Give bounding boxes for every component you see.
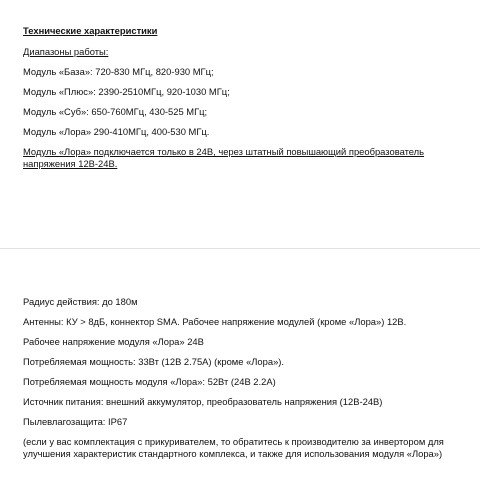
lora-power-consumption: Потребляемая мощность модуля «Лора»: 52Вт (24В 2.2А) bbox=[23, 376, 276, 387]
lora-voltage: Рабочее напряжение модуля «Лора» 24В bbox=[23, 336, 204, 347]
lora-note: Модуль «Лора» подключается только в 24В, через штатный повышающий преобразователь напряжения 12В-24В. bbox=[23, 146, 425, 169]
power-consumption: Потребляемая мощность: 33Вт (12В 2.75А) (кроме «Лора»). bbox=[23, 356, 285, 367]
module-plus: Модуль «Плюс»: 2390-2510МГц, 920-1030 МГц; bbox=[23, 86, 230, 97]
specs-title: Технические характеристики bbox=[23, 25, 158, 36]
module-lora: Модуль «Лора» 290-410МГц, 400-530 МГц. bbox=[23, 126, 210, 137]
power-source: Источник питания: внешний аккумулятор, преобразователь напряжения (12В-24В) bbox=[23, 396, 383, 407]
ranges-heading: Диапазоны работы: bbox=[23, 46, 109, 57]
dust-water-protection: Пылевлагозащита: IP67 bbox=[23, 416, 128, 427]
footnote: (если у вас комплектация с прикуривателем, то обратитесь к производителю за инвертором для улучшения характеристик стандартного комплекса, и также для использования модуля «Лора») bbox=[23, 436, 444, 459]
module-baza: Модуль «База»: 720-830 МГц, 820-930 МГц; bbox=[23, 66, 214, 77]
range-radius: Радиус действия: до 180м bbox=[23, 296, 138, 307]
details-section bbox=[23, 296, 460, 468]
specs-section bbox=[23, 25, 460, 170]
antennas-spec: Антенны: КУ > 8дБ, коннектор SMA. Рабочее напряжение модулей (кроме «Лора») 12В. bbox=[23, 316, 407, 327]
module-sub: Модуль «Суб»: 650-760МГц, 430-525 МГц; bbox=[23, 106, 208, 117]
page-divider bbox=[0, 248, 480, 249]
